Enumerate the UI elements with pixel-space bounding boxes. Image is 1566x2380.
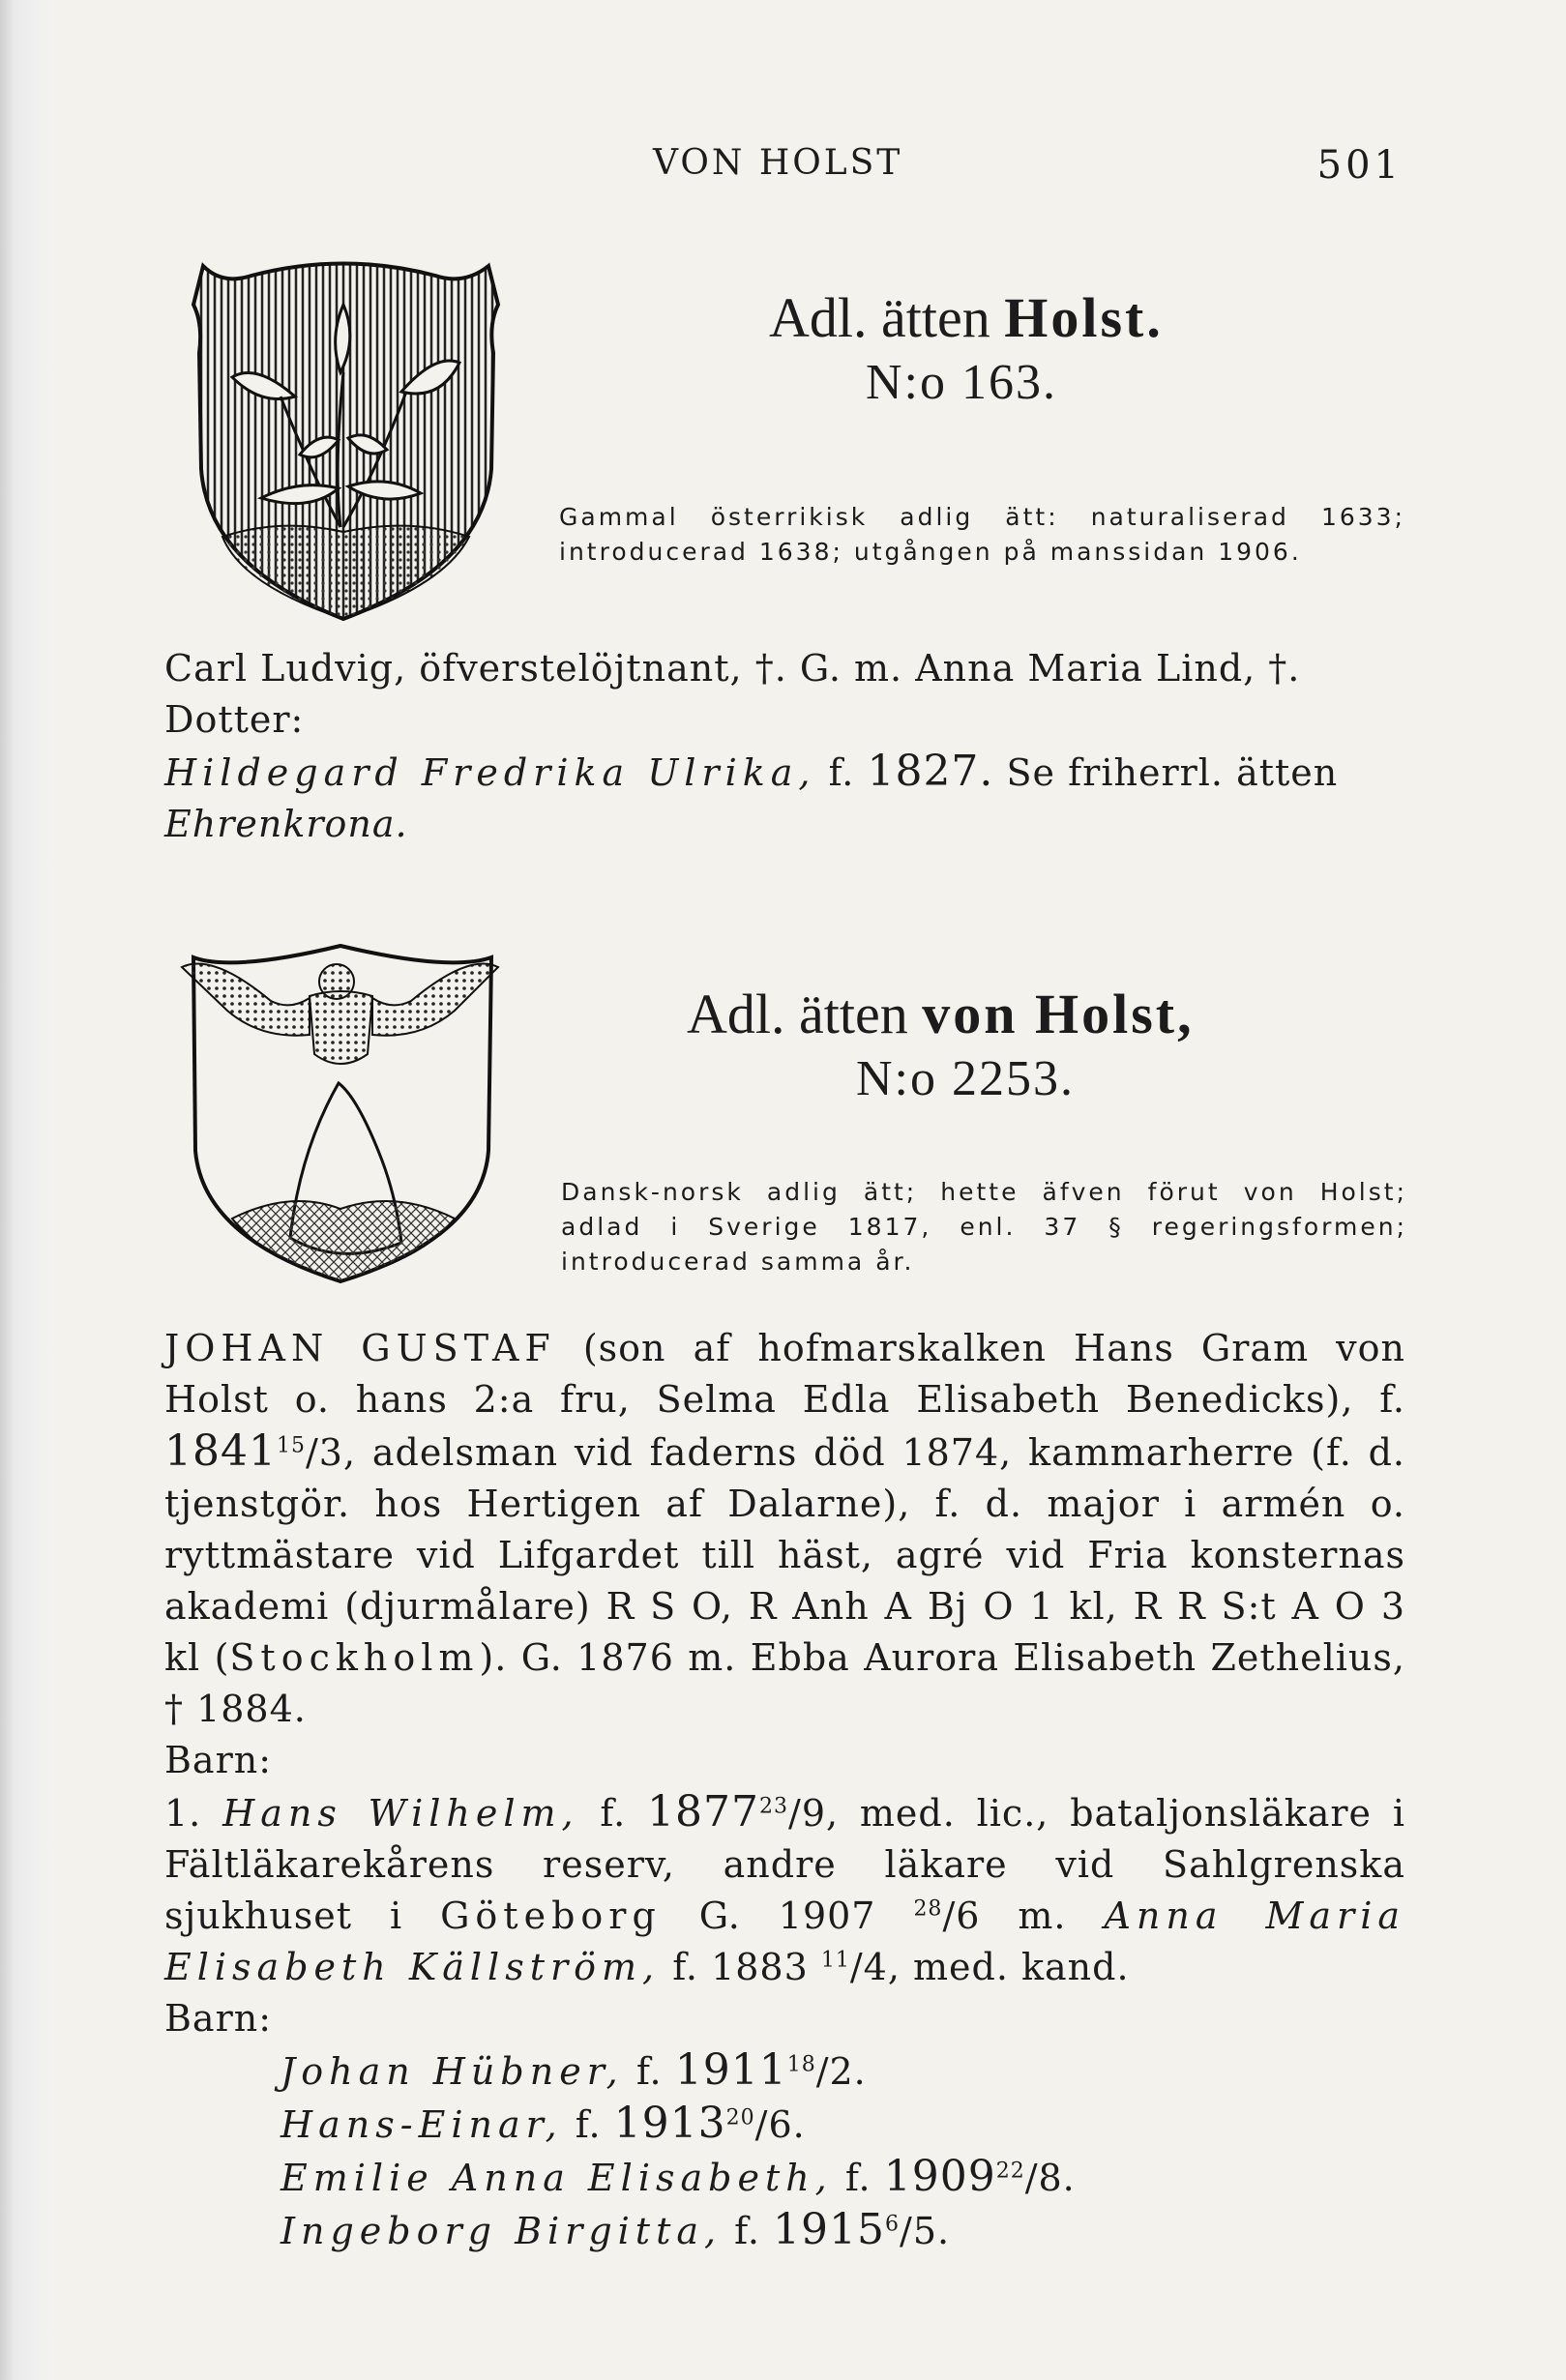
family-entry-von-holst [164,1323,1405,2257]
daughter-reference: Se friherrl. ätten [993,751,1339,794]
coat-of-arms-von-holst [174,938,508,1291]
grandchild-entry [281,2151,1405,2204]
family-title-name: Holst. [1004,286,1164,349]
johan-gustaf-entry [164,1323,1405,1735]
running-title: VON HOLST [653,143,903,183]
grandchildren-list [281,2044,1405,2257]
grandchild-name: Johan Hübner, [281,2050,624,2093]
birth-year: 1841 [164,1426,277,1476]
grandchild-name: Emilie Anna Elisabeth, [281,2157,833,2199]
marriage-day: 28 [913,1896,943,1922]
grandchild-entry [281,2204,1405,2257]
entry-text: G. 1907 [661,1895,914,1937]
daughter-year: 1827. [867,747,994,796]
birth-day: 23 [759,1794,789,1819]
family-entry-holst [164,643,1407,850]
person-name: JOHAN GUSTAF [164,1327,556,1369]
family-title-name: von Holst, [922,983,1195,1045]
running-header [164,143,1403,201]
daughter-name: Hildegard Fredrika Ulrika, [164,751,816,794]
child-entry [164,1786,1405,1993]
born-label: f. [815,751,868,794]
birth-year: 1909 [883,2152,996,2201]
entry-text: /4, med. kand. [849,1946,1130,1988]
entry-text: /3, adelsman vid faderns död 1874, kammarherre (f. d. tjenstgör. hos Hertigen af Dalarne), f. d. major i armén o. ryttmästare vid Lifgardet till häst, agré vid Fria konsternas akademi (djurmålare) R S O, R Anh A Bj O 1 kl, R R S:t A O 3 kl ( [164,1431,1405,1679]
family-title-prefix: Adl. ätten [769,286,990,349]
shield-eagle-icon [174,938,508,1291]
grandchild-entry [281,2098,1405,2151]
family-number: N:o 2253. [856,1051,1075,1106]
birth-day: 6 [885,2212,901,2237]
child-name: Hans Wilhelm, [222,1792,579,1835]
daughter-heading: Dotter: [164,698,305,741]
born-label: f. [562,2103,614,2146]
birth-day: 18 [786,2052,816,2077]
family-title-holst [769,285,1164,411]
shield-plant-icon [164,247,527,629]
grandchild-name: Hans-Einar, [281,2103,563,2146]
birth-month: /6. [754,2103,806,2146]
born-label: f. [832,2157,884,2199]
birth-year: 1911 [674,2045,787,2095]
birth-day: 15 [276,1433,306,1458]
entry-text: /9, med. lic., bataljonsläkare i Fältläkarekårens reserv, andre läkare vid Sahlgrenska sjukhuset i [164,1792,1405,1937]
entry-text: ). G. 1876 m. Ebba Aurora Elisabeth Zethelius, † 1884. [164,1636,1405,1730]
born-label: f. [722,2210,774,2252]
family-title-prefix: Adl. ätten [687,983,908,1045]
birth-month: /2. [815,2050,867,2093]
family-description-von-holst: Dansk-norsk adlig ätt; hette äfven förut von Holst; adlad i Sverige 1817, enl. 37 § regeringsformen; introducerad samma år. [561,1178,1407,1276]
family-title-von-holst [687,982,1195,1107]
birth-year: 1877 [647,1787,760,1836]
birth-day: 22 [995,2159,1025,2184]
birth-day: 20 [725,2105,755,2130]
spouse-birth-day: 11 [820,1948,850,1973]
page-number: 501 [1316,143,1403,188]
born-label: f. [623,2050,675,2093]
grandchild-name: Ingeborg Birgitta, [281,2210,723,2252]
residence: Stockholm [229,1636,480,1679]
birth-month: /5. [900,2210,951,2252]
entry-line: Carl Ludvig, öfverstelöjtnant, †. G. m. Anna Maria Lind, †. [164,647,1301,690]
birth-year: 1913 [613,2099,726,2148]
grandchild-entry [281,2044,1405,2098]
spouse-name: Anna Maria Elisabeth Källström, [164,1895,1405,1988]
family-number: N:o 163. [866,355,1057,410]
daughter-reference-name: Ehrenkrona. [164,803,408,845]
grandchildren-heading: Barn: [164,1997,273,2040]
entry-text: (son af hofmarskalken Hans Gram von Holst o. hans 2:a fru, Selma Edla Elisabeth Benedicks), f. [164,1327,1405,1421]
birth-month: /8. [1024,2157,1076,2199]
entry-text: f. 1883 [660,1946,821,1988]
children-heading: Barn: [164,1739,273,1781]
residence: Göteborg [440,1895,662,1937]
entry-text: /6 m. [942,1895,1105,1937]
coat-of-arms-holst [164,247,527,629]
family-description-holst: Gammal österrikisk adlig ätt: naturaliserad 1633; introducerad 1638; utgången på manssidan 1906. [559,503,1405,566]
birth-year: 1915 [773,2205,886,2254]
daughter-entry [164,746,1407,850]
born-label: f. [578,1792,648,1835]
child-index: 1. [164,1792,202,1835]
